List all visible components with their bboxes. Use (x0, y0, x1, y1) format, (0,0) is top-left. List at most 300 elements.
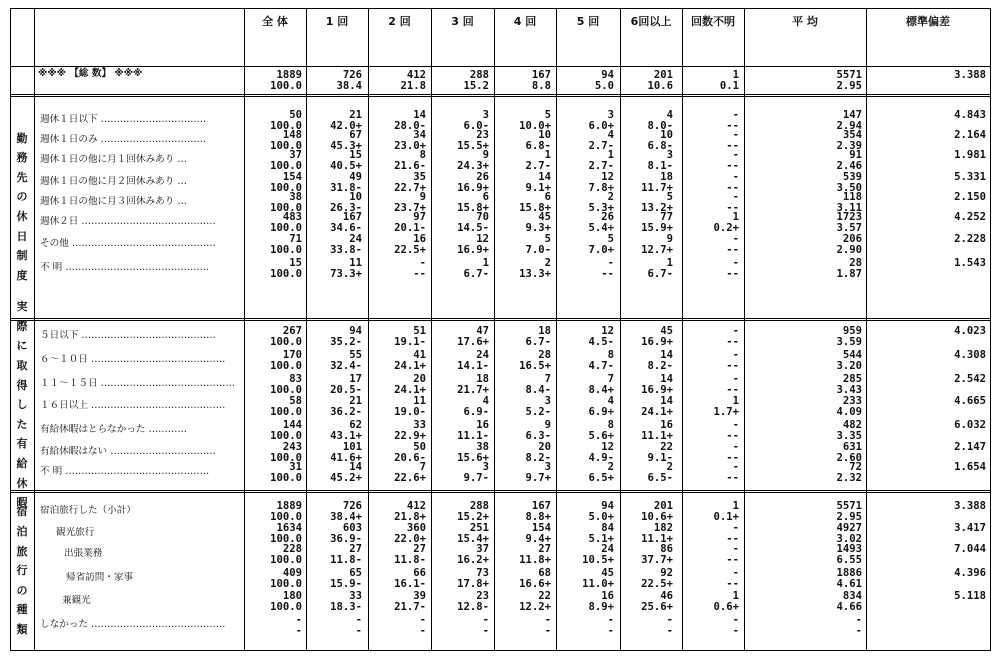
row-label: 週休１日の他に月３回休みあり … (40, 196, 187, 207)
data-row-cell (494, 258, 551, 280)
data-row-cell (620, 374, 673, 396)
percent-value: 8.2- (647, 359, 673, 372)
row-divider (10, 8, 991, 9)
count-value: 1 (544, 149, 551, 161)
percent-value: 2.90 (836, 243, 862, 256)
total-row-cell (866, 70, 986, 81)
data-row-cell (866, 192, 986, 203)
count-value: - (607, 257, 614, 269)
count-value: 11 (349, 257, 362, 269)
data-row-cell (244, 568, 302, 590)
percent-value: -- (413, 267, 426, 280)
count-value: 26 (476, 171, 489, 183)
percent-value: 9.4+ (525, 532, 551, 545)
percent-value: 6.7- (525, 335, 551, 348)
row-divider (10, 490, 991, 491)
count-value: 2 (666, 461, 673, 473)
data-row-cell (431, 212, 489, 234)
data-row-cell (306, 544, 362, 566)
row-divider (10, 320, 991, 321)
percent-value: 8.8+ (525, 510, 551, 523)
section-divider (34, 8, 35, 651)
data-row-cell (306, 568, 362, 590)
data-row-cell (744, 591, 862, 613)
data-row-cell (431, 150, 489, 172)
data-row-cell (556, 544, 614, 566)
count-value: 3 (544, 395, 551, 407)
total-row-cell (244, 70, 302, 92)
data-row-cell (620, 234, 673, 256)
percent-value: 24.1+ (394, 359, 426, 372)
data-row-cell (306, 501, 362, 523)
percent-value: 16.9+ (641, 335, 673, 348)
percent-value: 8.2- (525, 451, 551, 464)
percent-value: 2.7- (525, 159, 551, 172)
data-row-cell (682, 110, 739, 132)
data-row-cell (244, 212, 302, 234)
data-row-cell (682, 234, 739, 256)
data-row-cell (556, 442, 614, 464)
percent-value: 21.7+ (457, 383, 489, 396)
percent-value: 1.87 (836, 267, 862, 280)
percent-value: 5.331 (954, 171, 986, 183)
data-row-cell (620, 420, 673, 442)
percent-value: 14.5- (457, 221, 489, 234)
data-row-cell (556, 258, 614, 280)
data-row-cell (866, 130, 986, 141)
data-row-cell (744, 234, 862, 256)
percent-value: 4.7- (588, 359, 614, 372)
count-value: 360 (406, 522, 426, 534)
percent-value: 20.1- (394, 221, 426, 234)
data-row-cell (682, 442, 739, 464)
count-value: 201 (653, 69, 673, 81)
percent-value: 73.3+ (330, 267, 362, 280)
data-row-cell (244, 396, 302, 418)
count-value: 10 (538, 129, 551, 141)
data-row-cell (682, 615, 739, 637)
data-row-cell (556, 420, 614, 442)
data-row-cell (244, 258, 302, 280)
percent-value: 11.7+ (641, 181, 673, 194)
data-row-cell (368, 374, 426, 396)
count-value: - (732, 191, 739, 203)
column-header: 6回以上 (630, 15, 672, 28)
row-divider (10, 96, 991, 97)
column-header: 回数不明 (691, 15, 735, 28)
count-value: 7 (607, 373, 614, 385)
percent-value: 8.4+ (588, 383, 614, 396)
data-row-cell (368, 130, 426, 152)
count-value: 20 (538, 441, 551, 453)
percent-value: 2.7- (588, 139, 614, 152)
data-row-cell (494, 234, 551, 256)
percent-value: 6.0- (463, 119, 489, 132)
data-row-cell (431, 258, 489, 280)
percent-value: 16.2+ (457, 553, 489, 566)
percent-value: 16.6+ (519, 577, 551, 590)
count-value: 70 (476, 211, 489, 223)
percent-value: 22.9+ (394, 429, 426, 442)
data-row-cell (682, 591, 739, 613)
total-row-cell (431, 70, 489, 92)
data-row-cell (494, 420, 551, 442)
column-header: 5 回 (576, 15, 600, 28)
data-row-cell (620, 130, 673, 152)
count-value: 4 (482, 395, 489, 407)
data-row-cell (494, 568, 551, 590)
data-row-cell (744, 615, 862, 637)
count-value: 2 (544, 257, 551, 269)
count-value: 154 (282, 171, 302, 183)
percent-value: 1.981 (954, 149, 986, 161)
percent-value: -- (726, 553, 739, 566)
count-value: 22 (660, 441, 673, 453)
percent-value: 3.57 (836, 221, 862, 234)
data-row-cell (744, 420, 862, 442)
percent-value: 2.95 (836, 79, 862, 92)
count-value: - (732, 349, 739, 361)
data-row-cell (866, 544, 986, 555)
count-value: 5 (666, 191, 673, 203)
count-value: 45 (538, 211, 551, 223)
percent-value: 15.2+ (457, 510, 489, 523)
count-value: - (732, 567, 739, 579)
count-value: 14 (349, 461, 362, 473)
percent-value: 3.35 (836, 429, 862, 442)
percent-value: 37.7+ (641, 553, 673, 566)
percent-value: 15.2 (463, 79, 489, 92)
percent-value: -- (726, 429, 739, 442)
count-value: 603 (342, 522, 362, 534)
data-row-cell (682, 396, 739, 418)
data-row-cell (682, 212, 739, 234)
percent-value: 12.8- (457, 600, 489, 613)
row-divider (10, 66, 991, 67)
percent-value: 15.4+ (457, 532, 489, 545)
count-value: 12 (601, 171, 614, 183)
data-row-cell (866, 374, 986, 385)
percent-value: -- (726, 139, 739, 152)
count-value: 9 (419, 191, 426, 203)
data-row-cell (431, 501, 489, 523)
count-value: 68 (538, 567, 551, 579)
count-value: 16 (476, 419, 489, 431)
percent-value: 10.0+ (519, 119, 551, 132)
percent-value: 22.7+ (394, 181, 426, 194)
count-value: 38 (476, 441, 489, 453)
count-value: 9 (544, 419, 551, 431)
count-value: 167 (531, 500, 551, 512)
percent-value: 0.1 (719, 79, 739, 92)
percent-value: 4.843 (954, 109, 986, 121)
count-value: 41 (413, 349, 426, 361)
count-value: 12 (476, 233, 489, 245)
percent-value: -- (726, 201, 739, 214)
data-row-cell (306, 234, 362, 256)
percent-value: 3.43 (836, 383, 862, 396)
percent-value: 41.6+ (330, 451, 362, 464)
data-row-cell (368, 212, 426, 234)
data-row-cell (368, 150, 426, 172)
percent-value: - (295, 624, 302, 637)
data-row-cell (306, 150, 362, 172)
data-row-cell (556, 523, 614, 545)
count-value: 8 (419, 149, 426, 161)
data-row-cell (431, 615, 489, 637)
column-header: 1 回 (325, 15, 349, 28)
count-value: - (482, 614, 489, 626)
count-value: 33 (349, 590, 362, 602)
percent-value: 24.3+ (457, 159, 489, 172)
data-row-cell (620, 501, 673, 523)
count-value: 5 (607, 233, 614, 245)
count-value: 50 (413, 441, 426, 453)
percent-value: 16.9+ (641, 383, 673, 396)
data-row-cell (866, 396, 986, 407)
data-row-cell (431, 326, 489, 348)
data-row-cell (682, 568, 739, 590)
count-value: 65 (349, 567, 362, 579)
row-divider (10, 94, 991, 95)
count-value: 9 (482, 149, 489, 161)
percent-value: 21.6- (394, 159, 426, 172)
percent-value: 5.118 (954, 590, 986, 602)
count-value: 285 (842, 373, 862, 385)
percent-value: -- (726, 181, 739, 194)
percent-value: 20.5- (330, 383, 362, 396)
percent-value: 6.9- (463, 405, 489, 418)
percent-value: 100.0 (270, 532, 302, 545)
percent-value: 3.20 (836, 359, 862, 372)
data-row-cell (244, 326, 302, 348)
count-value: 17 (349, 373, 362, 385)
data-row-cell (682, 420, 739, 442)
data-row-cell (744, 374, 862, 396)
percent-value: 9.1- (647, 451, 673, 464)
section-title: 宿泊旅行の種類 (16, 505, 28, 636)
percent-value: 100.0 (270, 510, 302, 523)
data-row-cell (866, 523, 986, 534)
count-value: 94 (601, 500, 614, 512)
percent-value: 2.46 (836, 159, 862, 172)
count-value: 72 (849, 461, 862, 473)
count-value: 482 (842, 419, 862, 431)
percent-value: 43.1+ (330, 429, 362, 442)
count-value: 31 (289, 461, 302, 473)
data-row-cell (682, 150, 739, 172)
data-row-cell (368, 462, 426, 484)
count-value: 1 (732, 590, 739, 602)
data-row-cell (866, 350, 986, 361)
count-value: 1 (732, 395, 739, 407)
percent-value: 100.0 (270, 359, 302, 372)
row-label: 週休１日の他に月２回休みあり … (40, 176, 187, 187)
count-value: 201 (653, 500, 673, 512)
percent-value: 5.4+ (588, 221, 614, 234)
data-row-cell (494, 615, 551, 637)
percent-value: 100.0 (270, 221, 302, 234)
data-row-cell (744, 350, 862, 372)
count-value: 26 (601, 211, 614, 223)
count-value: 726 (342, 69, 362, 81)
percent-value: - (666, 624, 673, 637)
data-row-cell (556, 172, 614, 194)
count-value: 45 (601, 567, 614, 579)
percent-value: 17.8+ (457, 577, 489, 590)
count-value: 154 (531, 522, 551, 534)
data-row-cell (494, 591, 551, 613)
percent-value: 11.1- (457, 429, 489, 442)
count-value: 22 (538, 590, 551, 602)
count-value: 24 (476, 349, 489, 361)
count-value: 9 (666, 233, 673, 245)
data-row-cell (866, 110, 986, 121)
row-divider (10, 318, 991, 319)
percent-value: 4.9- (588, 451, 614, 464)
count-value: 539 (842, 171, 862, 183)
percent-value: - (732, 624, 739, 637)
count-value: 83 (289, 373, 302, 385)
percent-value: 36.2- (330, 405, 362, 418)
count-value: 1 (666, 257, 673, 269)
count-value: 1493 (836, 543, 862, 555)
percent-value: -- (601, 267, 614, 280)
percent-value: 40.5+ (330, 159, 362, 172)
percent-value: 6.032 (954, 419, 986, 431)
percent-value: 4.023 (954, 325, 986, 337)
count-value: 631 (842, 441, 862, 453)
data-row-cell (368, 350, 426, 372)
row-divider (10, 492, 991, 493)
count-value: 27 (349, 543, 362, 555)
count-value: 15 (289, 257, 302, 269)
percent-value: 34.6- (330, 221, 362, 234)
row-label: ５日以下 …………………………………… (40, 330, 216, 341)
percent-value: 2.542 (954, 373, 986, 385)
count-value: 23 (476, 590, 489, 602)
percent-value: 16.9+ (457, 243, 489, 256)
data-row-cell (866, 150, 986, 161)
count-value: 37 (476, 543, 489, 555)
data-row-cell (620, 615, 673, 637)
data-row-cell (244, 374, 302, 396)
count-value: 16 (601, 590, 614, 602)
row-label: 不 明 ……………………………………… (40, 466, 210, 477)
count-value: 24 (349, 233, 362, 245)
data-row-cell (556, 234, 614, 256)
percent-value: 2.60 (836, 451, 862, 464)
percent-value: 6.55 (836, 553, 862, 566)
column-divider (10, 8, 11, 651)
count-value: 2 (607, 191, 614, 203)
data-row-cell (866, 568, 986, 579)
percent-value: 100.0 (270, 600, 302, 613)
percent-value: 6.8- (647, 139, 673, 152)
count-value: 5571 (836, 500, 862, 512)
data-row-cell (556, 110, 614, 132)
data-row-cell (494, 462, 551, 484)
percent-value: 7.8+ (588, 181, 614, 194)
percent-value: 100.0 (270, 335, 302, 348)
column-header: 標準偏差 (906, 15, 950, 28)
count-value: 28 (538, 349, 551, 361)
percent-value: - (355, 624, 362, 637)
data-row-cell (556, 150, 614, 172)
percent-value: 0.2+ (713, 221, 739, 234)
count-value: 4 (607, 395, 614, 407)
count-value: 33 (413, 419, 426, 431)
percent-value: 3.417 (954, 522, 986, 534)
count-value: - (732, 419, 739, 431)
percent-value: 10.5+ (582, 553, 614, 566)
row-label: 週休１日の他に月１回休みあり … (40, 154, 187, 165)
data-row-cell (431, 234, 489, 256)
count-value: 834 (842, 590, 862, 602)
percent-value: 22.6+ (394, 471, 426, 484)
column-header: 3 回 (451, 15, 474, 28)
percent-value: 18.3- (330, 600, 362, 613)
count-value: 5 (544, 109, 551, 121)
row-label: 不 明 ……………………………………… (40, 262, 210, 273)
data-row-cell (431, 544, 489, 566)
count-value: - (732, 373, 739, 385)
percent-value: 24.1+ (641, 405, 673, 418)
percent-value: 100.0 (270, 181, 302, 194)
data-row-cell (494, 150, 551, 172)
data-row-cell (682, 523, 739, 545)
row-label: １１～１５日 …………………………………… (40, 378, 235, 389)
percent-value: 38.4+ (330, 510, 362, 523)
data-row-cell (244, 150, 302, 172)
data-row-cell (744, 501, 862, 523)
percent-value: 13.2+ (641, 201, 673, 214)
total-row-cell (744, 70, 862, 92)
percent-value: 6.3- (525, 429, 551, 442)
percent-value: - (544, 624, 551, 637)
data-row-cell (494, 523, 551, 545)
percent-value: 3.59 (836, 335, 862, 348)
count-value: 228 (282, 543, 302, 555)
data-row-cell (494, 326, 551, 348)
percent-value: 11.8+ (519, 553, 551, 566)
count-value: 167 (342, 211, 362, 223)
data-row-cell (368, 396, 426, 418)
count-value: 412 (406, 69, 426, 81)
percent-value: 6.5- (647, 471, 673, 484)
data-row-cell (620, 568, 673, 590)
data-row-cell (620, 442, 673, 464)
data-row-cell (244, 350, 302, 372)
count-value: 167 (531, 69, 551, 81)
data-row-cell (682, 462, 739, 484)
percent-value: -- (726, 119, 739, 132)
percent-value: 100.0 (270, 119, 302, 132)
percent-value: 15.8+ (457, 201, 489, 214)
percent-value: 5.3+ (588, 201, 614, 214)
data-row-cell (431, 568, 489, 590)
data-row-cell (866, 591, 986, 602)
data-row-cell (744, 523, 862, 545)
total-label: ※※※ 【総 数】 ※※※ (38, 68, 143, 79)
count-value: 15 (349, 149, 362, 161)
data-row-cell (494, 442, 551, 464)
count-value: - (732, 522, 739, 534)
row-label: 有給休暇はとらなかった ………… (40, 424, 187, 435)
count-value: 959 (842, 325, 862, 337)
count-value: 726 (342, 500, 362, 512)
data-row-cell (494, 544, 551, 566)
